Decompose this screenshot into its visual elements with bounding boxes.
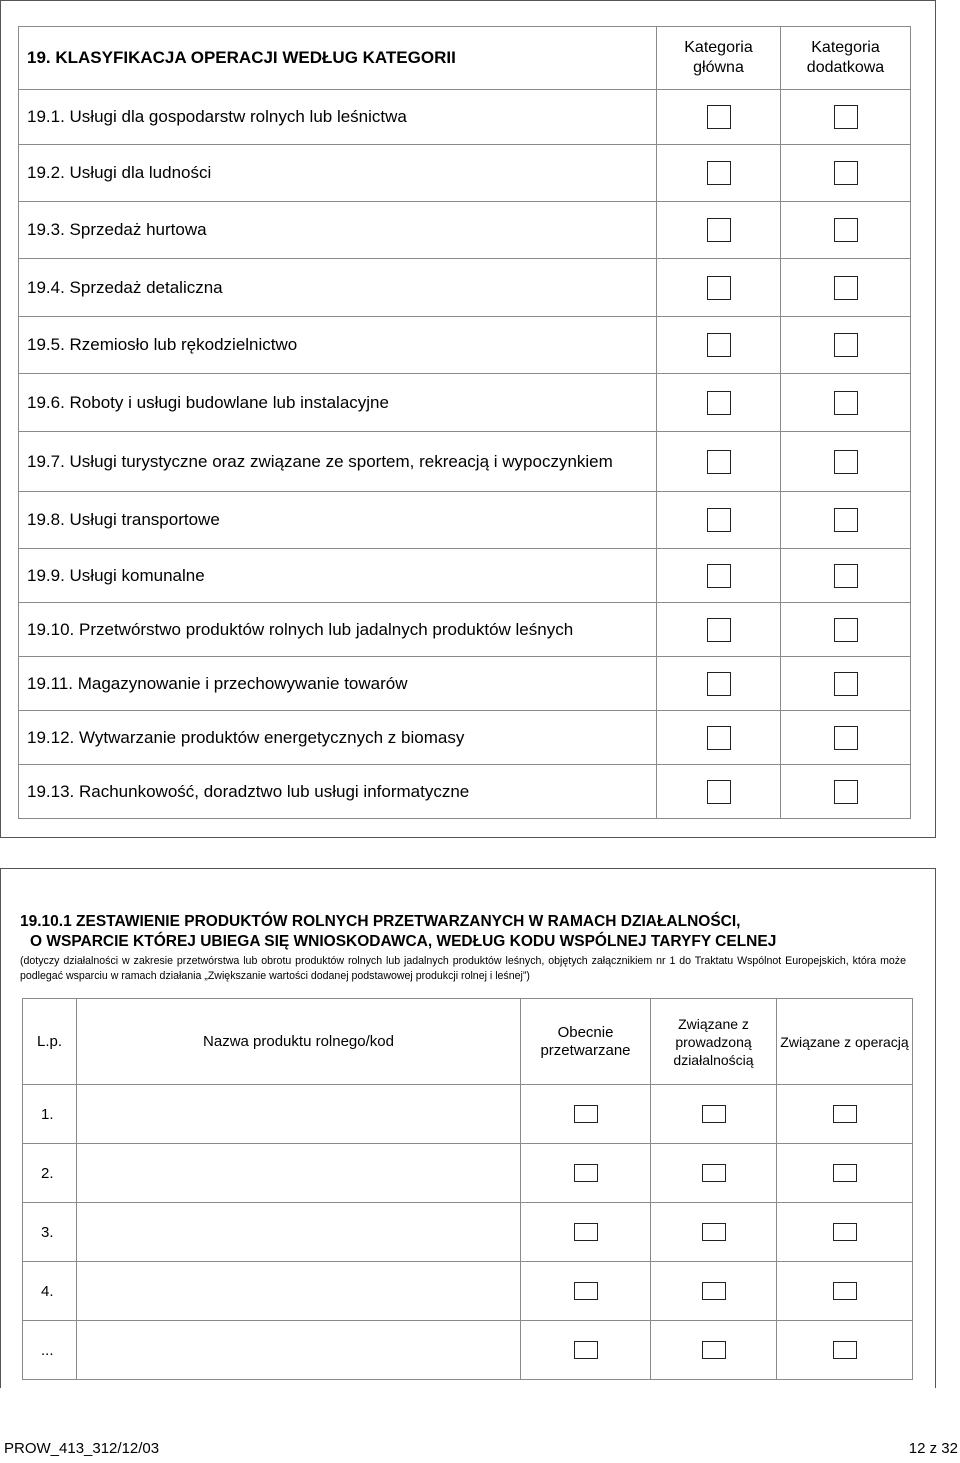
category-label: 19.1. Usługi dla gospodarstw rolnych lub leśnictwa	[19, 90, 657, 145]
additional-category-checkbox-cell	[781, 90, 911, 145]
additional-category-checkbox-cell	[781, 432, 911, 492]
additional-category-checkbox[interactable]	[834, 105, 858, 129]
related-operation-checkbox-cell	[777, 1262, 913, 1321]
col-related-activity: Związane z prowadzoną działalnością	[651, 999, 777, 1085]
product-name-field[interactable]	[77, 1085, 521, 1144]
main-category-checkbox-cell	[657, 765, 781, 819]
related-activity-checkbox-cell	[651, 1203, 777, 1262]
main-category-checkbox-cell	[657, 492, 781, 549]
product-row-number: 4.	[23, 1262, 77, 1321]
products-table	[22, 998, 913, 1380]
category-row	[19, 657, 911, 711]
related-operation-checkbox[interactable]	[833, 1223, 857, 1241]
section-19-10-1-title	[20, 912, 920, 952]
category-row	[19, 549, 911, 603]
product-row	[23, 1144, 913, 1203]
category-label: 19.4. Sprzedaż detaliczna	[19, 259, 657, 317]
related-operation-checkbox-cell	[777, 1144, 913, 1203]
additional-category-checkbox[interactable]	[834, 564, 858, 588]
main-category-checkbox[interactable]	[707, 276, 731, 300]
category-row	[19, 432, 911, 492]
main-category-checkbox-cell	[657, 711, 781, 765]
main-category-checkbox[interactable]	[707, 618, 731, 642]
product-row	[23, 1203, 913, 1262]
title-line-1: 19.10.1 ZESTAWIENIE PRODUKTÓW ROLNYCH PRZETWARZANYCH W RAMACH DZIAŁALNOŚCI,	[20, 913, 741, 930]
category-row	[19, 317, 911, 374]
related-activity-checkbox-cell	[651, 1321, 777, 1380]
additional-category-checkbox[interactable]	[834, 161, 858, 185]
currently-processed-checkbox-cell	[521, 1085, 651, 1144]
main-category-checkbox[interactable]	[707, 780, 731, 804]
currently-processed-checkbox[interactable]	[574, 1341, 598, 1359]
category-label: 19.11. Magazynowanie i przechowywanie towarów	[19, 657, 657, 711]
related-activity-checkbox[interactable]	[702, 1282, 726, 1300]
currently-processed-checkbox[interactable]	[574, 1105, 598, 1123]
related-activity-checkbox-cell	[651, 1085, 777, 1144]
additional-category-checkbox[interactable]	[834, 276, 858, 300]
col-main-category: Kategoria główna	[657, 27, 781, 90]
title-line-2: O WSPARCIE KTÓREJ UBIEGA SIĘ WNIOSKODAWCA, WEDŁUG KODU WSPÓLNEJ TARYFY CELNEJ	[30, 933, 777, 950]
main-category-checkbox[interactable]	[707, 450, 731, 474]
category-label: 19.3. Sprzedaż hurtowa	[19, 202, 657, 259]
col-currently-processed: Obecnie przetwarzane	[521, 999, 651, 1085]
col-additional-category: Kategoria dodatkowa	[781, 27, 911, 90]
additional-category-checkbox[interactable]	[834, 218, 858, 242]
related-operation-checkbox[interactable]	[833, 1164, 857, 1182]
related-activity-checkbox-cell	[651, 1144, 777, 1203]
category-row	[19, 492, 911, 549]
main-category-checkbox[interactable]	[707, 391, 731, 415]
additional-category-checkbox[interactable]	[834, 726, 858, 750]
category-row	[19, 374, 911, 432]
main-category-checkbox-cell	[657, 657, 781, 711]
category-label: 19.2. Usługi dla ludności	[19, 145, 657, 202]
main-category-checkbox[interactable]	[707, 161, 731, 185]
additional-category-checkbox-cell	[781, 603, 911, 657]
main-category-checkbox-cell	[657, 202, 781, 259]
document-code: PROW_413_312/12/03	[4, 1440, 160, 1457]
additional-category-checkbox[interactable]	[834, 618, 858, 642]
category-label: 19.12. Wytwarzanie produktów energetycznych z biomasy	[19, 711, 657, 765]
related-activity-checkbox-cell	[651, 1262, 777, 1321]
product-row-number: 1.	[23, 1085, 77, 1144]
col-related-operation: Związane z operacją	[777, 999, 913, 1085]
main-category-checkbox-cell	[657, 145, 781, 202]
related-operation-checkbox-cell	[777, 1085, 913, 1144]
product-name-field[interactable]	[77, 1144, 521, 1203]
product-row-number: 3.	[23, 1203, 77, 1262]
category-row	[19, 259, 911, 317]
col-lp: L.p.	[23, 999, 77, 1085]
main-category-checkbox[interactable]	[707, 564, 731, 588]
category-label: 19.13. Rachunkowość, doradztwo lub usługi informatyczne	[19, 765, 657, 819]
category-row	[19, 765, 911, 819]
additional-category-checkbox[interactable]	[834, 508, 858, 532]
related-activity-checkbox[interactable]	[702, 1223, 726, 1241]
additional-category-checkbox-cell	[781, 317, 911, 374]
currently-processed-checkbox[interactable]	[574, 1223, 598, 1241]
related-operation-checkbox[interactable]	[833, 1341, 857, 1359]
classification-table	[18, 26, 911, 819]
category-row	[19, 202, 911, 259]
main-category-checkbox[interactable]	[707, 105, 731, 129]
col-product-name: Nazwa produktu rolnego/kod	[77, 999, 521, 1085]
page-number: 12 z 32	[908, 1440, 958, 1457]
additional-category-checkbox-cell	[781, 765, 911, 819]
additional-category-checkbox[interactable]	[834, 391, 858, 415]
product-name-field[interactable]	[77, 1262, 521, 1321]
additional-category-checkbox-cell	[781, 711, 911, 765]
category-row	[19, 145, 911, 202]
category-row	[19, 90, 911, 145]
main-category-checkbox[interactable]	[707, 333, 731, 357]
additional-category-checkbox-cell	[781, 657, 911, 711]
main-category-checkbox-cell	[657, 259, 781, 317]
products-header-row	[23, 999, 913, 1085]
main-category-checkbox-cell	[657, 374, 781, 432]
main-category-checkbox[interactable]	[707, 672, 731, 696]
currently-processed-checkbox[interactable]	[574, 1164, 598, 1182]
category-label: 19.9. Usługi komunalne	[19, 549, 657, 603]
product-row-number: 2.	[23, 1144, 77, 1203]
product-name-field[interactable]	[77, 1203, 521, 1262]
category-label: 19.7. Usługi turystyczne oraz związane ze sportem, rekreacją i wypoczynkiem	[19, 432, 657, 492]
related-activity-checkbox[interactable]	[702, 1164, 726, 1182]
category-label: 19.8. Usługi transportowe	[19, 492, 657, 549]
additional-category-checkbox[interactable]	[834, 450, 858, 474]
additional-category-checkbox-cell	[781, 145, 911, 202]
related-operation-checkbox[interactable]	[833, 1282, 857, 1300]
product-row	[23, 1321, 913, 1380]
category-label: 19.6. Roboty i usługi budowlane lub instalacyjne	[19, 374, 657, 432]
related-activity-checkbox[interactable]	[702, 1105, 726, 1123]
currently-processed-checkbox-cell	[521, 1321, 651, 1380]
category-row	[19, 711, 911, 765]
currently-processed-checkbox-cell	[521, 1203, 651, 1262]
related-operation-checkbox-cell	[777, 1203, 913, 1262]
category-row	[19, 603, 911, 657]
section-note: (dotyczy działalności w zakresie przetwórstwa lub obrotu produktów rolnych lub jadalnych produktów leśnych, objętych załącznikiem nr 1 do Traktatu Wspólnot Europejskich, która może podlegać wsparciu w ramach działania „Zwiększanie wartości dodanej podstawowej produkcji rolnej i leśnej”)	[20, 955, 906, 982]
product-row	[23, 1262, 913, 1321]
currently-processed-checkbox-cell	[521, 1144, 651, 1203]
main-category-checkbox-cell	[657, 90, 781, 145]
related-operation-checkbox-cell	[777, 1321, 913, 1380]
additional-category-checkbox-cell	[781, 549, 911, 603]
main-category-checkbox[interactable]	[707, 508, 731, 532]
product-name-field[interactable]	[77, 1321, 521, 1380]
additional-category-checkbox-cell	[781, 492, 911, 549]
section-19-title: 19. KLASYFIKACJA OPERACJI WEDŁUG KATEGORII	[19, 27, 657, 90]
additional-category-checkbox[interactable]	[834, 333, 858, 357]
related-operation-checkbox[interactable]	[833, 1105, 857, 1123]
additional-category-checkbox-cell	[781, 259, 911, 317]
classification-header-row	[19, 27, 911, 90]
related-activity-checkbox[interactable]	[702, 1341, 726, 1359]
additional-category-checkbox[interactable]	[834, 672, 858, 696]
category-label: 19.10. Przetwórstwo produktów rolnych lub jadalnych produktów leśnych	[19, 603, 657, 657]
main-category-checkbox[interactable]	[707, 218, 731, 242]
currently-processed-checkbox[interactable]	[574, 1282, 598, 1300]
currently-processed-checkbox-cell	[521, 1262, 651, 1321]
additional-category-checkbox[interactable]	[834, 780, 858, 804]
product-row-number: ...	[23, 1321, 77, 1380]
category-label: 19.5. Rzemiosło lub rękodzielnictwo	[19, 317, 657, 374]
main-category-checkbox-cell	[657, 549, 781, 603]
product-row	[23, 1085, 913, 1144]
additional-category-checkbox-cell	[781, 374, 911, 432]
main-category-checkbox[interactable]	[707, 726, 731, 750]
additional-category-checkbox-cell	[781, 202, 911, 259]
main-category-checkbox-cell	[657, 603, 781, 657]
main-category-checkbox-cell	[657, 432, 781, 492]
main-category-checkbox-cell	[657, 317, 781, 374]
